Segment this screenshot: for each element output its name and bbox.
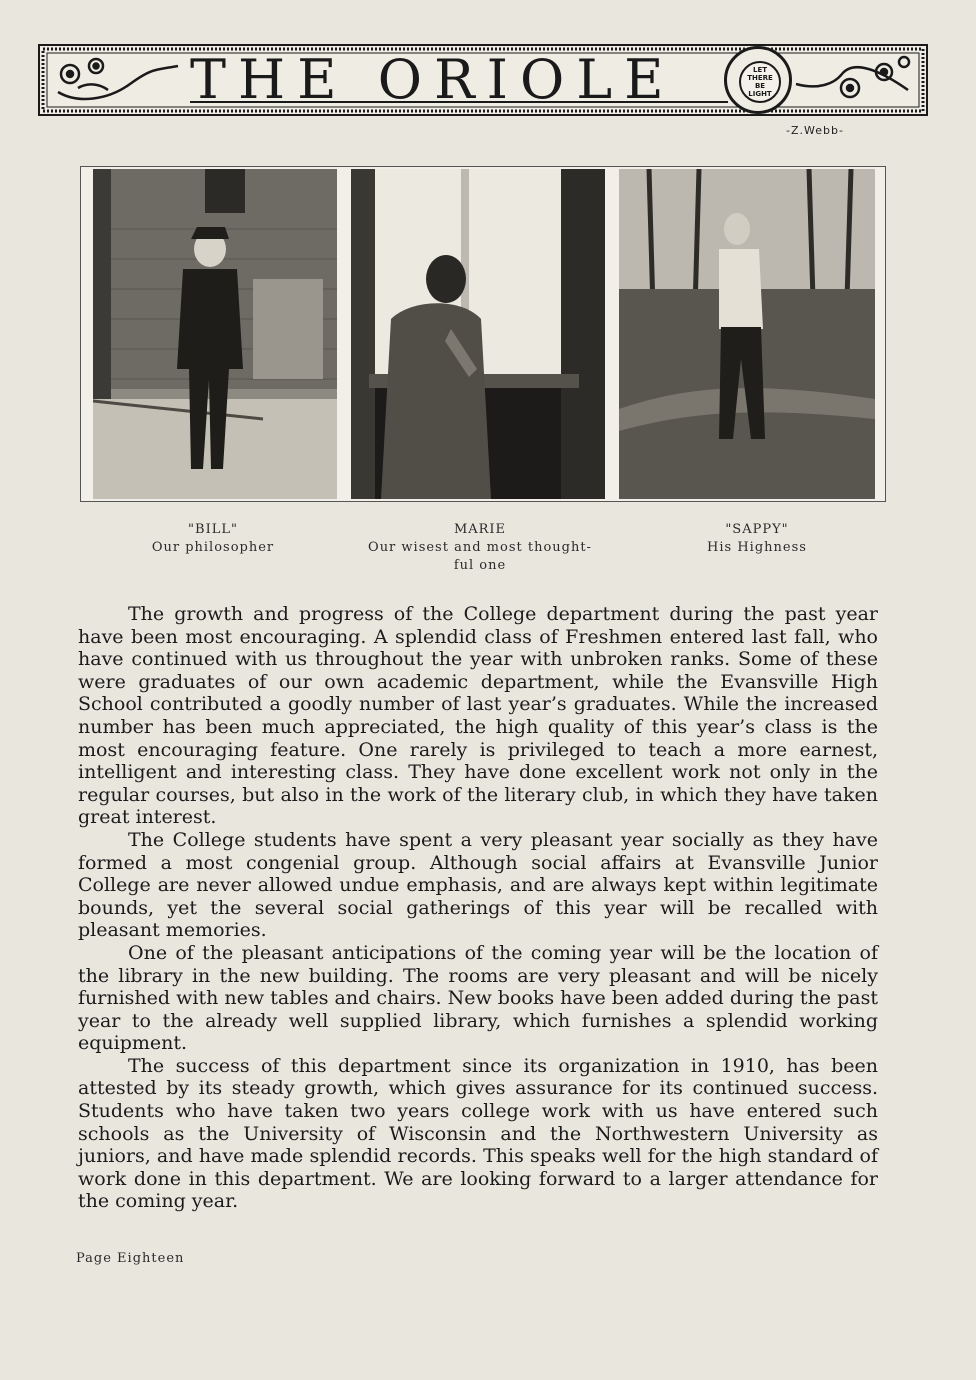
masthead-title: THE ORIOLE (190, 48, 676, 111)
caption-sappy-name: "SAPPY" (725, 522, 789, 537)
masthead-banner (38, 44, 928, 116)
photo-marie-image (351, 169, 605, 499)
artist-signature: -Z.Webb- (786, 124, 844, 137)
photo-strip (80, 166, 886, 502)
photo-sappy (619, 169, 875, 499)
caption-bill (118, 521, 308, 557)
article-body (78, 603, 878, 1213)
paragraph: One of the pleasant anticipations of the coming year will be the location of the library in the new building. The rooms are very pleasant and will be nicely furnished with new tables and chairs. New books have been added during the past year to the already well supplied library, which furnishes a splendid working equipment. (78, 941, 878, 1055)
caption-sappy (672, 521, 842, 557)
photo-bill-image (93, 169, 337, 499)
photo-sappy-image (619, 169, 875, 499)
seal-motto: LET THERE BE LIGHT (739, 61, 781, 103)
caption-bill-name: "BILL" (188, 522, 238, 537)
page-number: Page Eighteen (76, 1251, 185, 1266)
caption-marie-line-1: Our wisest and most thought- (368, 540, 592, 555)
caption-marie-line-2: ful one (453, 558, 507, 573)
photo-marie (351, 169, 605, 499)
caption-marie (340, 521, 620, 575)
paragraph: The success of this department since its organization in 1910, has been attested by its steady growth, which gives assurance for its continued success. Students who have taken two years college work with us have entered such schools as the University of Wisconsin and the Northwestern University as juniors, and have made splendid records. This speaks well for the high standard of work done in this department. We are looking forward to a larger attendance for the coming year. (78, 1054, 878, 1213)
paragraph: The College students have spent a very pleasant year socially as they have formed a most congenial group. Although social affairs at Evansville Junior College are never allowed undue emphasis, and are always kept within legitimate bounds, yet the several social gatherings of this year will be recalled with pleasant memories. (78, 828, 878, 942)
photo-bill (93, 169, 337, 499)
college-seal (724, 46, 792, 114)
caption-sappy-line: His Highness (707, 540, 807, 555)
paragraph: The growth and progress of the College department during the past year have been most encouraging. A splendid class of Freshmen entered last fall, who have continued with us throughout the year with unbroken ranks. Some of these were graduates of our own academic department, while the Evansville High School contributed a goodly number of last year’s graduates. While the increased number has been much appreciated, the high quality of this year’s class is the most encouraging feature. One rarely is privileged to teach a more earnest, intelligent and interesting class. They have done excellent work not only in the regular courses, but also in the work of the literary club, in which they have taken great interest. (78, 603, 878, 829)
caption-bill-line: Our philosopher (151, 540, 275, 555)
caption-marie-name: MARIE (453, 522, 507, 537)
